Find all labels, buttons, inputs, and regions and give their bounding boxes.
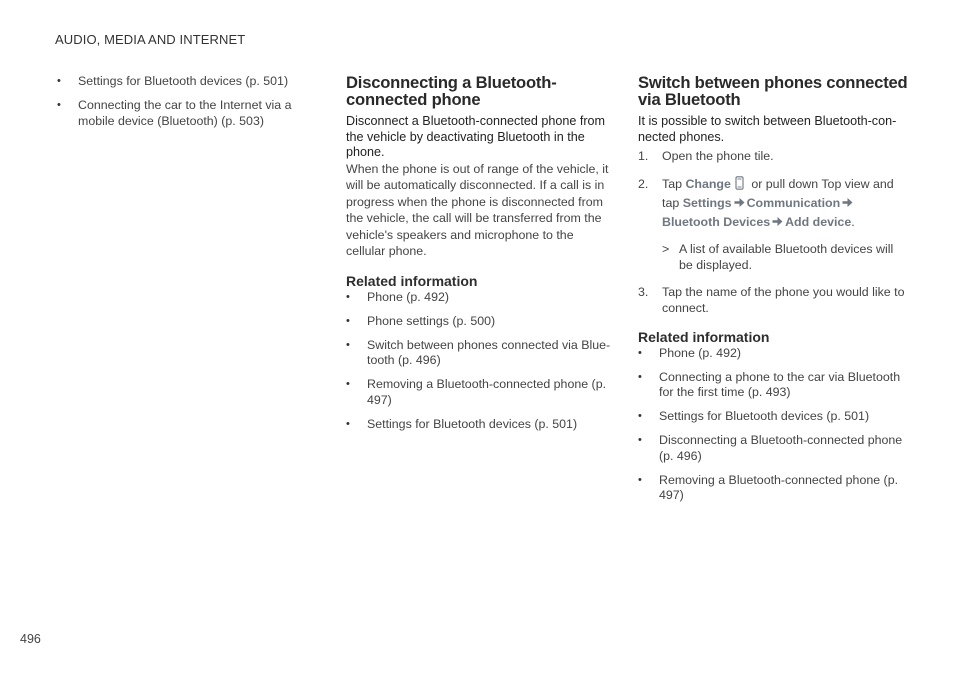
column-1 — [57, 74, 297, 138]
step-number: 3. — [638, 284, 649, 299]
add-device-label[interactable]: Add device — [785, 214, 852, 229]
link-text[interactable]: Settings for Bluetooth devices (p. 501) — [659, 409, 870, 423]
step-2 — [638, 175, 910, 274]
step-3 — [638, 284, 910, 317]
bullet: • — [638, 410, 642, 422]
step-text-tap: Tap — [662, 176, 682, 191]
section-title-switch-phones: Switch between phones connected via Bluetooth — [638, 73, 908, 109]
related-heading: Related information — [346, 272, 478, 289]
list-item — [57, 74, 297, 90]
bullet: • — [57, 75, 61, 87]
step-text: Open the phone tile. — [662, 149, 774, 163]
list-item — [346, 314, 614, 330]
page-number: 496 — [20, 632, 41, 646]
list-item — [346, 377, 614, 408]
related-list-continued — [57, 74, 297, 129]
section-title-disconnecting: Disconnecting a Bluetooth-connected phone — [346, 73, 557, 109]
list-item — [638, 409, 910, 425]
bluetooth-devices-label[interactable]: Bluetooth Devices — [662, 214, 771, 229]
list-item — [346, 417, 614, 433]
bullet: • — [346, 378, 350, 390]
arrow-right-icon — [734, 197, 745, 208]
bullet: • — [346, 314, 350, 327]
bullet: • — [346, 290, 350, 303]
step-text-end: . — [851, 214, 855, 229]
result-marker: > — [662, 241, 670, 256]
link-text[interactable]: Disconnecting a Bluetooth-connected phone (p. 496) — [659, 433, 903, 463]
list-item — [638, 433, 910, 464]
bullet: • — [638, 473, 642, 486]
link-text[interactable]: Phone (p. 492) — [367, 289, 449, 304]
body-paragraph: When the phone is out of range of the vehicle, it will be automatically disconnected. If a call is in progress when the phone is disconnected from the vehicle, the call will be transferred from the vehicle's speakers and microphone to the cellular phone. — [346, 161, 609, 258]
step-result — [662, 241, 910, 274]
link-text[interactable]: Switch between phones connected via Blue-tooth (p. 496) — [367, 337, 611, 367]
link-text[interactable]: Removing a Bluetooth-connected phone (p. 497) — [659, 472, 899, 502]
link-text[interactable]: Phone settings (p. 500) — [367, 313, 496, 328]
related-heading: Related information — [638, 328, 770, 345]
bullet: • — [346, 417, 350, 430]
list-item — [346, 338, 614, 369]
phone-icon — [735, 176, 744, 190]
related-list — [638, 346, 910, 504]
steps-list — [638, 148, 910, 317]
step-text-or: or pull down Top view and tap — [662, 176, 894, 210]
change-label[interactable]: Change — [685, 176, 731, 191]
step-number: 2. — [638, 176, 649, 191]
list-item — [57, 98, 297, 129]
column-2 — [346, 74, 614, 441]
list-item — [638, 473, 910, 504]
step-number: 1. — [638, 149, 649, 163]
link-text[interactable]: Connecting a phone to the car via Bluetooth for the first time (p. 493) — [659, 369, 901, 399]
arrow-right-icon — [842, 197, 853, 208]
bullet: • — [638, 370, 642, 383]
step-1 — [638, 148, 910, 165]
lead-paragraph: Disconnect a Bluetooth-connected phone from the vehicle by deactivating Bluetooth in the phone. — [346, 114, 606, 159]
bullet: • — [638, 434, 642, 446]
related-list — [346, 290, 614, 433]
bullet: • — [638, 346, 642, 359]
result-text: A list of available Bluetooth devices will be displayed. — [679, 241, 894, 272]
arrow-right-icon — [772, 216, 783, 227]
bullet: • — [57, 99, 61, 111]
link-text[interactable]: Settings for Bluetooth devices (p. 501) — [78, 74, 289, 88]
column-3 — [638, 74, 910, 512]
lead-paragraph: It is possible to switch between Bluetooth-con-nected phones. — [638, 114, 897, 144]
bullet: • — [346, 338, 350, 351]
communication-label[interactable]: Communication — [746, 195, 841, 210]
list-item — [346, 290, 614, 306]
list-item — [638, 370, 910, 401]
link-text[interactable]: Removing a Bluetooth-connected phone (p. 497) — [367, 377, 607, 407]
link-text[interactable]: Settings for Bluetooth devices (p. 501) — [367, 416, 578, 431]
list-item — [638, 346, 910, 362]
section-header: AUDIO, MEDIA AND INTERNET — [55, 32, 246, 47]
settings-label[interactable]: Settings — [682, 195, 732, 210]
step-text: Tap the name of the phone you would like to connect. — [662, 284, 905, 315]
link-text[interactable]: Phone (p. 492) — [659, 345, 741, 360]
link-text[interactable]: Connecting the car to the Internet via a mobile device (Bluetooth) (p. 503) — [78, 98, 292, 128]
